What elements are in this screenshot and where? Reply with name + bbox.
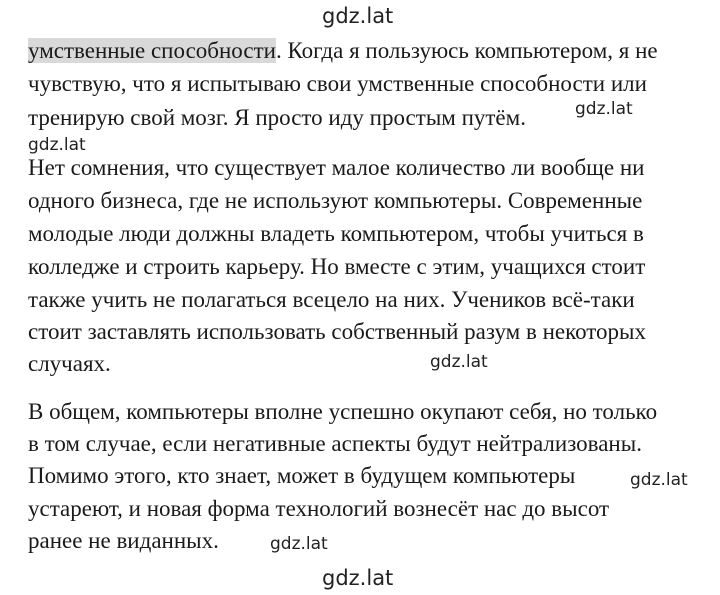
paragraph-3-line-5: ранее не виданных.	[28, 528, 219, 553]
watermark-5: gdz.lat	[270, 534, 328, 554]
watermark-1: gdz.lat	[575, 99, 633, 119]
paragraph-2-line-3: молодые люди должны владеть компьютером, чтобы учиться в	[28, 221, 644, 246]
paragraph-3-line-2: в том случае, если негативные аспекты будут нейтрализованы.	[28, 431, 642, 456]
paragraph-1-line-1-text: . Когда я пользуюсь компьютером, я не	[275, 38, 658, 63]
paragraph-1-line-1	[28, 36, 658, 66]
watermark-4: gdz.lat	[630, 470, 688, 490]
watermark-2: gdz.lat	[28, 135, 86, 155]
paragraph-2-line-1: Нет сомнения, что существует малое количество ли вообще ни	[28, 155, 645, 180]
watermark-top: gdz.lat	[322, 4, 394, 28]
paragraph-3-line-3: Помимо этого, кто знает, может в будущем компьютеры	[28, 463, 576, 488]
paragraph-1-line-2: чувствую, что я испытываю свои умственные способности или	[28, 71, 647, 96]
paragraph-2-line-7: случаях.	[28, 351, 111, 376]
paragraph-2-line-6: стоит заставлять использовать собственный разум в некоторых	[28, 319, 646, 344]
paragraph-2-line-2: одного бизнеса, где не используют компьютеры. Современные	[28, 188, 643, 213]
highlighted-phrase: умственные способности	[28, 38, 276, 63]
paragraph-2-line-4: колледже и строить карьеру. Но вместе с этим, учащихся стоит	[28, 254, 646, 279]
paragraph-2-line-5: также учить не полагаться всецело на них. Учеников всё-таки	[28, 287, 635, 312]
paragraph-3-line-4: устареют, и новая форма технологий вознесёт нас до высот	[28, 496, 610, 521]
watermark-3: gdz.lat	[430, 352, 488, 372]
watermark-bottom: gdz.lat	[322, 566, 394, 590]
paragraph-1-line-3: тренирую свой мозг. Я просто иду простым путём.	[28, 105, 526, 130]
paragraph-3-line-1: В общем, компьютеры вполне успешно окупают себя, но только	[28, 399, 658, 424]
